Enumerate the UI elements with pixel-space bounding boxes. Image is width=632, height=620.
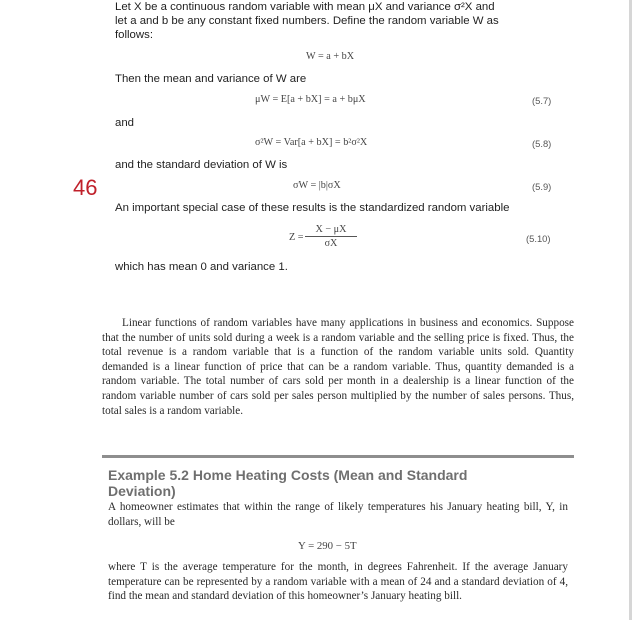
mean-variance-text: Then the mean and variance of W are (115, 73, 307, 85)
intro-line-3: follows: (115, 29, 153, 41)
section-divider (102, 455, 574, 458)
equation-5-8: σ²W = Var[a + bX] = b²σ²X (255, 137, 368, 148)
equation-number-5-8: (5.8) (532, 138, 552, 149)
equation-w: W = a + bX (306, 51, 355, 62)
fraction-numerator: X − μX (315, 224, 347, 235)
equation-5-10-lhs: Z = (289, 232, 304, 243)
fraction-bar (305, 236, 357, 237)
equation-5-10-fraction (305, 224, 357, 249)
and-text: and (115, 117, 135, 129)
equation-5-9: σW = |b|σX (293, 180, 341, 191)
fraction-denominator: σX (324, 238, 338, 249)
example-title: Example 5.2 Home Heating Costs (Mean and Standard Deviation) (108, 467, 468, 499)
equation-number-5-7: (5.7) (532, 95, 552, 106)
page-number: 46 (73, 175, 98, 200)
equation-number-5-9: (5.9) (532, 181, 552, 192)
equation-number-5-10: (5.10) (526, 233, 551, 244)
equation-5-7: μW = E[a + bX] = a + bμX (255, 94, 366, 105)
special-case-text: An important special case of these results is the standardized random variable (115, 202, 510, 214)
intro-line-2: let a and b be any constant fixed numbers. Define the random variable W as (115, 15, 499, 27)
std-dev-text: and the standard deviation of W is (115, 159, 288, 171)
intro-line-1: Let X be a continuous random variable with mean μX and variance σ²X and (115, 1, 495, 13)
example-body-2: where T is the average temperature for the month, in degrees Fahrenheit. If the average January temperature can be represented by a random variable with a mean of 24 and a standard deviation of 4, find the mean and standard deviation of this homeowner’s January heating bill. (108, 561, 568, 602)
mean-zero-text: which has mean 0 and variance 1. (115, 261, 288, 273)
example-equation: Y = 290 − 5T (298, 540, 357, 552)
linear-functions-paragraph: Linear functions of random variables have many applications in business and economics. Suppose that the number of units sold during a week is a random variable and the selling price is fixed. Thus, the total revenue is a random variable that is a function of the random variable units sold. Quantity demanded is a linear function of price that can be a random variable. Thus, quantity demanded is a random variable. The total number of cars sold per month in a dealership is a linear function of the random variable number of cars sold per sales person multiplied by the number of sales persons. Thus, total sales is a random variable. (102, 317, 574, 417)
example-body-1: A homeowner estimates that within the range of likely temperatures his January heating bill, Y, in dollars, will be (108, 501, 568, 528)
intro-text (115, 0, 545, 42)
